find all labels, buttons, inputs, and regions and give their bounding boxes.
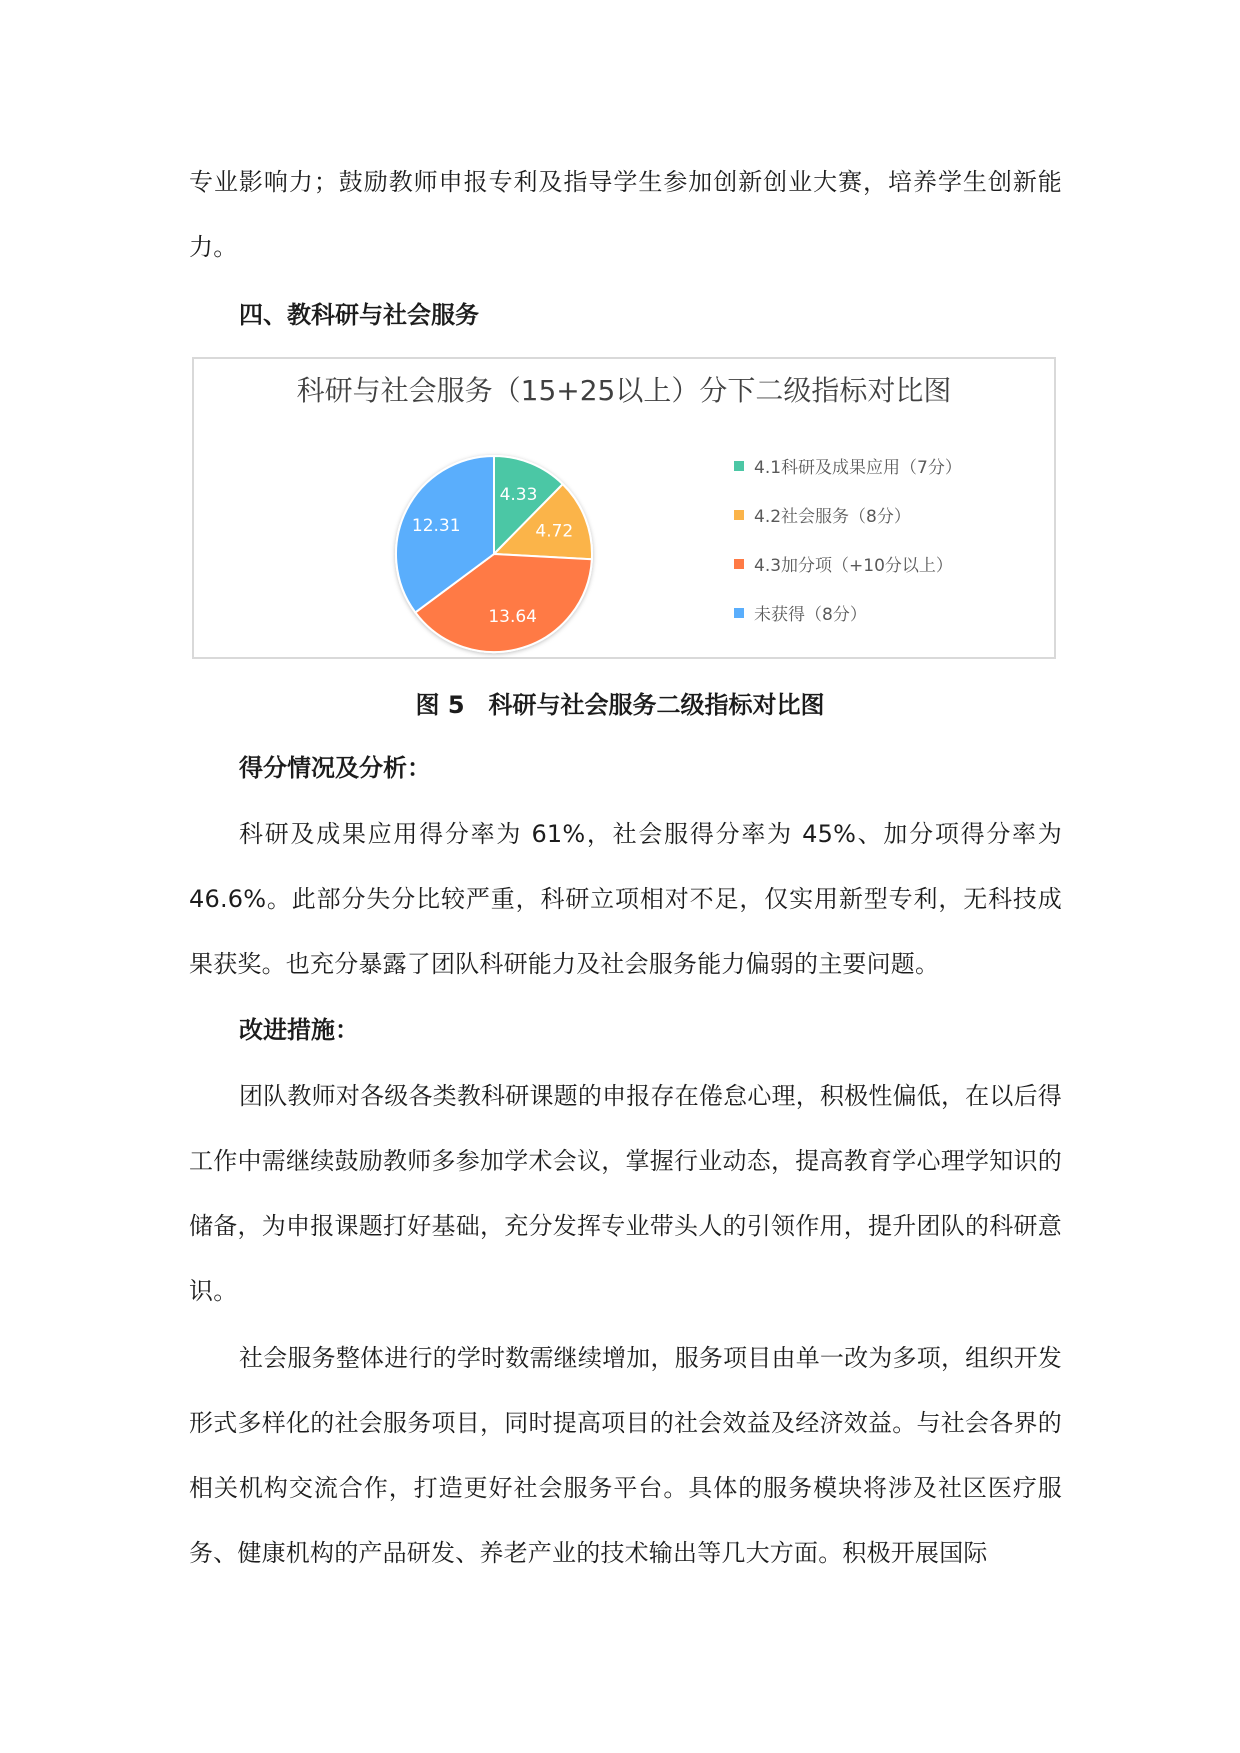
analysis-heading: 得分情况及分析： — [239, 754, 431, 782]
figure-caption: 图 5 科研与社会服务二级指标对比图 — [415, 691, 825, 719]
legend-label: 未获得（8分） — [754, 605, 867, 625]
legend-swatch — [734, 608, 744, 618]
legend-swatch — [734, 559, 744, 569]
pie-data-label: 13.64 — [488, 606, 537, 627]
legend-item — [734, 588, 1034, 637]
legend-swatch — [734, 461, 744, 471]
legend-item — [734, 539, 1034, 588]
legend-item — [734, 490, 1034, 539]
analysis-paragraph: 科研及成果应用得分率为 61%，社会服得分率为 45%、加分项得分率为 46.6%。此部分失分比较严重，科研立项相对不足，仅实用新型专利，无科技成果获奖。也充分暴露了团队科研能力及社会服务能力偏弱的主要问题。 — [189, 820, 1062, 978]
section-heading: 四、教科研与社会服务 — [239, 301, 479, 329]
measures-paragraph-1: 团队教师对各级各类教科研课题的申报存在倦怠心理，积极性偏低，在以后得工作中需继续鼓励教师多参加学术会议，掌握行业动态，提高教育学心理学知识的储备，为申报课题打好基础，充分发挥专业带头人的引领作用，提升团队的科研意识。 — [189, 1082, 1062, 1305]
chart-title: 科研与社会服务（15+25以上）分下二级指标对比图 — [296, 374, 952, 407]
pie-chart-plot — [374, 434, 614, 674]
pie-chart — [192, 357, 1056, 659]
pie-data-label: 4.72 — [535, 521, 574, 542]
pie-data-label: 4.33 — [499, 485, 538, 506]
chart-legend — [734, 441, 1034, 637]
measures-paragraph-2: 社会服务整体进行的学时数需继续增加，服务项目由单一改为多项，组织开发形式多样化的社会服务项目，同时提高项目的社会效益及经济效益。与社会各界的相关机构交流合作，打造更好社会服务平台。具体的服务模块将涉及社区医疗服务、健康机构的产品研发、养老产业的技术输出等几大方面。积极开展国际 — [189, 1344, 1062, 1567]
legend-label: 4.3加分项（+10分以上） — [754, 556, 953, 576]
legend-label: 4.2社会服务（8分） — [754, 507, 911, 527]
legend-item — [734, 441, 1034, 490]
legend-label: 4.1科研及成果应用（7分） — [754, 458, 962, 478]
pie-data-label: 12.31 — [411, 515, 461, 536]
intro-paragraph: 专业影响力；鼓励教师申报专利及指导学生参加创新创业大赛，培养学生创新能力。 — [189, 168, 1062, 261]
legend-swatch — [734, 510, 744, 520]
measures-heading: 改进措施： — [239, 1016, 359, 1044]
